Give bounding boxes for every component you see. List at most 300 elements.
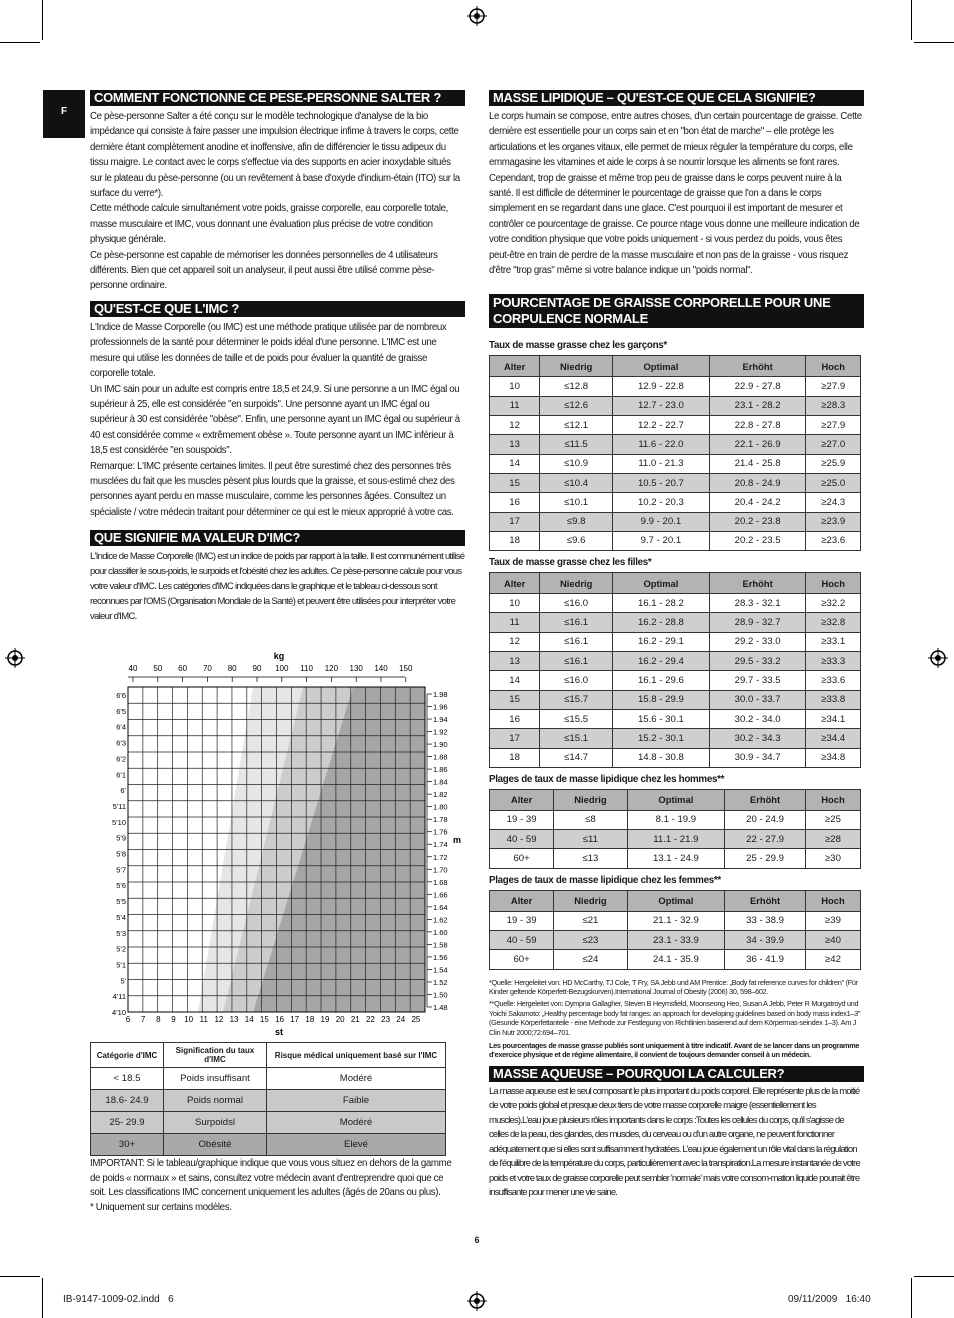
column-header: Alter [490, 789, 554, 810]
table-cell: 22 - 27.9 [725, 830, 806, 849]
table-row [490, 690, 861, 709]
table-cell: Modéré [267, 1112, 446, 1134]
tick-label: 5'6 [116, 881, 126, 891]
table-cell: 10 [490, 594, 540, 613]
section-body [90, 320, 465, 520]
section-body [489, 109, 864, 278]
table-cell: 20.2 - 23.5 [709, 531, 806, 550]
disclaimer: Les pourcentages de masse grasse publiés sont uniquement à titre indicatif. Avant de se lancer dans un programme d'exercice physique et de régime alimentaire, il convient de toujours demander conseil à un médecin. [489, 1041, 860, 1060]
table-cell: 29.7 - 33.5 [709, 671, 806, 690]
tick-label: 7 [140, 1015, 146, 1024]
tick-label: 4'11 [112, 992, 126, 1002]
tick-label: 40 [128, 664, 138, 673]
table-cell: 11 [490, 613, 540, 632]
table-row [490, 830, 861, 849]
table-cell: 16.2 - 29.4 [613, 652, 710, 671]
tick-label: 20 [335, 1015, 345, 1024]
tick-label: 5'3 [116, 928, 126, 938]
table-cell: ≥24.3 [806, 493, 861, 512]
tick-label: 1.70 [433, 865, 448, 875]
women-table [489, 890, 861, 970]
tick-label: 1.90 [433, 740, 448, 750]
table-row [490, 435, 861, 454]
table-cell: ≥28.3 [806, 396, 861, 415]
table-cell: ≥23.6 [806, 531, 861, 550]
axis-title: st [274, 1027, 284, 1037]
table-cell: ≥39 [805, 911, 860, 930]
table-cell: 12.2 - 22.7 [613, 416, 710, 435]
tick-label: 24 [396, 1015, 406, 1024]
table-cell: Modéré [267, 1068, 446, 1090]
tick-label: 18 [305, 1015, 315, 1024]
table-cell: 11.0 - 21.3 [613, 454, 710, 473]
registration-mark-icon [467, 6, 487, 26]
table-cell: ≤21 [554, 911, 627, 930]
table-cell: 9.9 - 20.1 [613, 512, 710, 531]
tick-label: 6'4 [116, 722, 126, 732]
table-cell: 9.7 - 20.1 [613, 531, 710, 550]
section-title: POURCENTAGE DE GRAISSE CORPORELLE POUR UNE CORPULENCE NORMALE [489, 294, 864, 328]
table-cell: 18 [490, 531, 540, 550]
table-cell: ≤15.7 [540, 690, 613, 709]
table-row [490, 931, 861, 950]
tick-label: 5'5 [116, 897, 126, 907]
table-cell: ≥23.9 [806, 512, 861, 531]
column-header: Niedrig [540, 573, 613, 594]
table-cell: ≤16.0 [540, 594, 613, 613]
table-cell: 24.1 - 35.9 [627, 950, 725, 969]
table-row [91, 1090, 446, 1112]
table-cell: ≤15.1 [540, 729, 613, 748]
table-cell: 20.8 - 24.9 [709, 473, 806, 492]
tick-label: 50 [153, 664, 163, 673]
paragraph: IMPORTANT: Si le tableau/graphique indique que vous vous situez en dehors de la gamme de poids « normaux » et sains, consultez votre médecin avant d'entreprendre quoi que ce soit. Les classifications IMC concernent uniquement les adultes (âgés de 20ans ou plus). [90, 1158, 452, 1199]
table-row [490, 849, 861, 868]
tick-label: 90 [252, 664, 262, 673]
column-header: Hoch [806, 573, 861, 594]
boys-table [489, 355, 861, 551]
tick-label: 17 [290, 1015, 300, 1024]
table-cell: 20 - 24.9 [725, 810, 806, 829]
section-body [90, 549, 465, 624]
table-row [91, 1134, 446, 1156]
table-cell: 12.7 - 23.0 [613, 396, 710, 415]
tick-label: 1.64 [433, 902, 448, 912]
table-cell: ≥25.0 [806, 473, 861, 492]
table-cell: 16.2 - 28.8 [613, 613, 710, 632]
left-column [90, 90, 465, 624]
page-number: 6 [474, 1235, 480, 1245]
table-cell: ≤16.1 [540, 613, 613, 632]
table-cell: 16.1 - 28.2 [613, 594, 710, 613]
table-cell: ≥32.8 [806, 613, 861, 632]
column-header: Alter [490, 890, 554, 911]
table-row [490, 594, 861, 613]
table-cell: Faible [267, 1090, 446, 1112]
column-header: Optimal [627, 789, 725, 810]
table-cell: 28.9 - 32.7 [709, 613, 806, 632]
table-cell: 15 [490, 473, 540, 492]
table-cell: ≤24 [554, 950, 627, 969]
tick-label: 1.80 [433, 802, 448, 812]
men-table [489, 789, 861, 869]
tick-label: 1.88 [433, 752, 448, 762]
table-row [490, 748, 861, 767]
source-note: *Quelle: Hergeleitet von: HD McCarthy, TJ Cole, T Fry, SA Jebb und AM Prentice: „Body fat reference curves for children" (Für Kinder geltende Körperfett-Bezugskurven).International Journal of Obesity (2006) 30, 598–602. [489, 977, 858, 996]
section-title: MASSE LIPIDIQUE – QU'EST-CE QUE CELA SIGNIFIE? [489, 90, 864, 106]
tick-label: 1.96 [433, 702, 448, 712]
crop-mark [914, 1276, 954, 1277]
table-row [490, 416, 861, 435]
table-cell: 30.2 - 34.3 [709, 729, 806, 748]
table-cell: ≥42 [805, 950, 860, 969]
source-note: **Quelle: Hergeleitet von: Dympna Gallagher, Steven B Heymsfield, Moonseong Heo, Susan A Jebb, Peter R Murgatroyd und Yoichi Sakamoto: „Healthy percentage body fat ranges: an approach for developing guidelines based on body mass index1–3" (Gesunde Körperfettanteile - eine Methode zur Festlegung von Richtlinien basierend auf dem Körpermas-seindex 1–3). Am J Clin Nutr 2000;72:694–701. [489, 999, 861, 1037]
column-header: Hoch [805, 890, 860, 911]
table-cell: ≥33.8 [806, 690, 861, 709]
column-header: Erhöht [709, 356, 806, 377]
paragraph: Remarque: L'IMC présente certaines limites. Il peut être surestimé chez des personnes très musclées du fait que les muscles pèsent plus lourds que la graisse, et sous-estimé chez des personnes ayant perdu en masse musculaire, comme les personnes âgées. Consultez un spécialiste / votre médecin traitant pour déterminer ce qui est le mieux approprié à votre cas. [90, 460, 455, 518]
table-cell: Surpoidsl [164, 1112, 267, 1134]
tick-label: 1.52 [433, 977, 448, 987]
column-header: Alter [490, 356, 540, 377]
crop-mark [42, 0, 43, 40]
paragraph: Ce pèse-personne est capable de mémoriser les données personnelles de 4 utilisateurs différents. Bien que cet appareil soit un analyseur, il peut aussi être utilisé comme pèse-personne ordinaire. [90, 249, 438, 292]
table-caption: Plages de taux de masse lipidique chez les femmes** [489, 874, 721, 886]
paragraph: La masse aqueuse est le seul composant le plus important du poids corporel. Elle représente plus de la moitié de votre poids global et presque deux tiers de votre masse corporelle maigre (essentiellement les muscles).L'eau joue plusieurs rôles importants dans le corps :Toutes les cellules du corps, qu'il s'agisse de celles de la peau, des glandes, des muscles, du cerveau ou d'un autre organe, ne peuvent fonctionner adéquatement que si elles sont suffisamment hydratées. L'eau joue également un rôle vital dans la régulation de l'équilibre de la température du corps, particulièrement avec la transpiration.La mesure instantanée de votre poids et votre taux de graisse corporelle peut sembler 'normale' mais votre consom-mation liquide pourrait être insuffisante pour mener une vie saine. [489, 1085, 860, 1199]
right-column [489, 90, 864, 1201]
bmi-table [90, 1042, 446, 1156]
table-cell: ≥27.9 [806, 416, 861, 435]
registration-mark-icon [5, 648, 25, 668]
table-cell: ≥33.3 [806, 652, 861, 671]
table-cell: ≤10.9 [540, 454, 613, 473]
table-cell: 25 - 29.9 [725, 849, 806, 868]
table-cell: 20.2 - 23.8 [709, 512, 806, 531]
source-notes [489, 978, 864, 1060]
tick-label: 6'5 [116, 706, 126, 716]
tick-label: 8 [156, 1015, 161, 1024]
tick-label: 5'1 [116, 960, 126, 970]
tick-label: 6'1 [116, 770, 126, 780]
table-cell: 11 [490, 396, 540, 415]
tick-label: 6'3 [116, 738, 126, 748]
table-cell: 11.6 - 22.0 [613, 435, 710, 454]
table-row [490, 950, 861, 969]
tick-label: 23 [381, 1015, 391, 1024]
table-cell: ≥34.1 [806, 709, 861, 728]
table-cell: 17 [490, 729, 540, 748]
table-row [490, 493, 861, 512]
axis-title: m [453, 835, 462, 845]
crop-mark [914, 42, 954, 43]
tick-label: 5'10 [112, 817, 126, 827]
table-cell: ≥30 [805, 849, 860, 868]
table-cell: ≤9.6 [540, 531, 613, 550]
table-cell: ≤10.4 [540, 473, 613, 492]
tick-label: 120 [324, 664, 339, 673]
table-cell: 16.2 - 29.1 [613, 632, 710, 651]
tick-label: 1.66 [433, 890, 448, 900]
tick-label: 100 [275, 664, 289, 673]
tick-label: 5'4 [116, 912, 126, 922]
tick-label: 1.56 [433, 952, 448, 962]
table-cell: ≤16.1 [540, 652, 613, 671]
table-cell: 25- 29.9 [91, 1112, 164, 1134]
tick-label: 110 [300, 664, 313, 673]
table-cell: 22.9 - 27.8 [709, 377, 806, 396]
paragraph: Le corps humain se compose, entre autres choses, d'un certain pourcentage de graisse. Cette dernière est essentielle pour un corps sain et en "bon état de marche" – elle protège les articulations et les organes vitaux, elle permet de mieux réguler la température du corps, elle emmagasine les vitamines et aide le corps à se nourrir lorsque les aliments se font rares. Cependant, trop de graisse et même trop peu de graisse dans le corps peuvent nuire à la santé. Il est difficile de déterminer le pourcentage de graisse que l'on a dans le corps simplement en se regardant dans une glace. C'est pourquoi il est important de mesurer et contrôler ce pourcentage de graisse. Ce pource ntage vous donne une meilleure indication de votre condition physique que votre poids uniquement - si vous perdez du poids, vous êtes peut-être en train de perdre de la masse musculaire et non pas de la graisse - vous risquez d'être "trop gras" même si votre balance indique un "poids normal". [489, 111, 862, 277]
tick-label: 6 [125, 1015, 131, 1024]
table-cell: ≥33.6 [806, 671, 861, 690]
tick-label: 1.68 [433, 877, 448, 887]
tick-label: 6'2 [116, 754, 126, 764]
tick-label: 15 [259, 1015, 269, 1024]
column-header: Optimal [613, 356, 710, 377]
tick-label: 1.48 [433, 1003, 448, 1012]
table-cell: 30.9 - 34.7 [709, 748, 806, 767]
column-header: Erhöht [709, 573, 806, 594]
table-row [91, 1068, 446, 1090]
table-cell: 40 - 59 [490, 830, 554, 849]
table-cell: 22.1 - 26.9 [709, 435, 806, 454]
table-cell: 29.5 - 33.2 [709, 652, 806, 671]
footer-filename: IB-9147-1009-02.indd 6 [63, 1294, 174, 1305]
column-header: Signification du taux d'IMC [164, 1043, 267, 1068]
section-title: QU'EST-CE QUE L'IMC ? [90, 301, 465, 317]
table-cell: ≤23 [554, 931, 627, 950]
tick-label: 1.76 [433, 827, 448, 837]
table-cell: 40 - 59 [490, 931, 554, 950]
footer-datetime: 09/11/2009 16:40 [788, 1294, 871, 1305]
table-cell: 21.4 - 25.8 [709, 454, 806, 473]
table-cell: 18.6- 24.9 [91, 1090, 164, 1112]
tick-label: 1.72 [433, 852, 448, 862]
table-cell: 16 [490, 709, 540, 728]
section-title: QUE SIGNIFIE MA VALEUR D'IMC? [90, 530, 465, 546]
table-cell: 13 [490, 435, 540, 454]
table-row [490, 613, 861, 632]
paragraph: L'Indice de Masse Corporelle (IMC) est un indice de poids par rapport à la taille. Il est communément utilisé pour classifier le sous-poids, le surpoids et l'obésité chez les adultes. Ce pèse-personne calcule pour vous votre valeur d'IMC. Les catégories d'IMC indiquées dans le graphique et le tableau ci-dessous sont reconnues par l'OMS (Organisation Mondiale de la Santé) et peuvent être utilisées pour interpréter votre valeur d'IMC. [90, 551, 465, 623]
table-cell: 10 [490, 377, 540, 396]
table-cell: 18 [490, 748, 540, 767]
column-header: Niedrig [540, 356, 613, 377]
table-cell: 13 [490, 652, 540, 671]
table-cell: ≤16.0 [540, 671, 613, 690]
table-cell: 15.2 - 30.1 [613, 729, 710, 748]
table-cell: ≥27.9 [806, 377, 861, 396]
tick-label: 5'2 [116, 944, 126, 954]
tick-label: 21 [350, 1015, 360, 1024]
table-cell: 15 [490, 690, 540, 709]
column-header: Alter [490, 573, 540, 594]
tick-label: 1.92 [433, 727, 448, 737]
table-row [490, 632, 861, 651]
table-cell: 23.1 - 33.9 [627, 931, 725, 950]
paragraph: L'Indice de Masse Corporelle (ou IMC) est une méthode pratique utilisée par de nombreux professionnels de la santé pour déterminer le poids idéal d'une personne. L'IMC est une mesure qui utilise les données de taille et de poids pour évaluer la quantité de graisse corporelle totale. [90, 321, 447, 380]
crop-mark [911, 0, 912, 40]
table-cell: 12 [490, 416, 540, 435]
table-cell: Poids insuffisant [164, 1068, 267, 1090]
table-cell: ≥33.1 [806, 632, 861, 651]
table-cell: 30+ [91, 1134, 164, 1156]
table-cell: ≤14.7 [540, 748, 613, 767]
table-row [490, 512, 861, 531]
table-cell: 34 - 39.9 [725, 931, 806, 950]
tick-label: 16 [275, 1015, 284, 1024]
table-cell: 14 [490, 454, 540, 473]
crop-mark [0, 1276, 40, 1277]
tick-label: 1.78 [433, 815, 448, 825]
tick-label: 5'9 [116, 833, 126, 843]
tick-label: 1.94 [433, 715, 448, 725]
table-cell: ≤15.5 [540, 709, 613, 728]
column-header: Optimal [613, 573, 710, 594]
tick-label: 4'10 [112, 1008, 126, 1017]
column-header: Niedrig [554, 890, 627, 911]
table-row [91, 1112, 446, 1134]
tick-label: 12 [214, 1015, 224, 1024]
table-row [490, 671, 861, 690]
tick-label: 1.54 [433, 965, 448, 975]
table-row [490, 810, 861, 829]
table-cell: ≤11 [554, 830, 627, 849]
table-cell: ≤10.1 [540, 493, 613, 512]
table-cell: ≥25.9 [806, 454, 861, 473]
table-cell: 12.9 - 22.8 [613, 377, 710, 396]
table-cell: ≥40 [805, 931, 860, 950]
tick-label: 1.74 [433, 840, 448, 850]
tick-label: 130 [349, 664, 363, 673]
tick-label: 22 [365, 1015, 375, 1024]
crop-mark [911, 1278, 912, 1318]
table-cell: 15.8 - 29.9 [613, 690, 710, 709]
tick-label: 1.86 [433, 765, 448, 775]
tick-label: 10 [184, 1015, 194, 1024]
tick-label: 25 [411, 1015, 421, 1024]
crop-mark [42, 1278, 43, 1318]
tick-label: 14 [244, 1015, 254, 1024]
tick-label: 5'7 [116, 865, 126, 875]
table-cell: ≤16.1 [540, 632, 613, 651]
table-row [490, 911, 861, 930]
footnote: * Uniquement sur certains modèles. [90, 1201, 232, 1213]
tick-label: 60 [178, 664, 188, 673]
registration-mark-icon [928, 648, 948, 668]
table-cell: 14.8 - 30.8 [613, 748, 710, 767]
table-cell: ≥27.0 [806, 435, 861, 454]
tick-label: 1.50 [433, 990, 448, 1000]
girls-table [489, 572, 861, 768]
table-cell: 33 - 38.9 [725, 911, 806, 930]
table-row [490, 729, 861, 748]
table-cell: 16 [490, 493, 540, 512]
table-cell: 20.4 - 24.2 [709, 493, 806, 512]
table-cell: ≤12.1 [540, 416, 613, 435]
table-row [490, 531, 861, 550]
tick-label: 5'11 [112, 801, 126, 811]
tick-label: 6'6 [116, 691, 126, 700]
table-row [490, 709, 861, 728]
table-cell: Obésité [164, 1134, 267, 1156]
table-cell: ≤13 [554, 849, 627, 868]
important-note [90, 1157, 460, 1215]
table-cell: 11.1 - 21.9 [627, 830, 725, 849]
table-row [490, 473, 861, 492]
table-caption: Plages de taux de masse lipidique chez les hommes** [489, 773, 725, 785]
table-cell: 30.2 - 34.0 [709, 709, 806, 728]
table-cell: 12 [490, 632, 540, 651]
table-row [490, 652, 861, 671]
tick-label: 11 [199, 1015, 208, 1024]
table-cell: 16.1 - 29.6 [613, 671, 710, 690]
section-body [489, 1085, 864, 1201]
tick-label: 80 [227, 664, 237, 673]
tick-label: 9 [171, 1015, 176, 1024]
column-header: Erhöht [725, 890, 806, 911]
tick-label: 5' [120, 976, 126, 986]
language-tab: F [43, 90, 85, 138]
tick-label: 1.84 [433, 777, 448, 787]
tick-label: 70 [202, 664, 212, 673]
table-cell: 13.1 - 24.9 [627, 849, 725, 868]
bmi-chart [100, 645, 470, 1040]
table-cell: ≤8 [554, 810, 627, 829]
table-cell: 8.1 - 19.9 [627, 810, 725, 829]
table-cell: 36 - 41.9 [725, 950, 806, 969]
tick-label: 13 [229, 1015, 239, 1024]
tick-label: 19 [320, 1015, 330, 1024]
tick-label: 1.82 [433, 790, 448, 800]
column-header: Erhöht [725, 789, 806, 810]
tick-label: 150 [399, 664, 413, 673]
table-row [490, 396, 861, 415]
table-cell: ≤9.8 [540, 512, 613, 531]
table-cell: ≥34.8 [806, 748, 861, 767]
column-header: Niedrig [554, 789, 627, 810]
tick-label: 1.58 [433, 940, 448, 950]
table-cell: ≥34.4 [806, 729, 861, 748]
table-cell: 19 - 39 [490, 911, 554, 930]
crop-mark [0, 42, 40, 43]
table-caption: Taux de masse grasse chez les filles* [489, 557, 652, 569]
table-cell: ≤11.5 [540, 435, 613, 454]
table-cell: ≥32.2 [806, 594, 861, 613]
table-cell: 21.1 - 32.9 [627, 911, 725, 930]
column-header: Catégorie d'IMC [91, 1043, 164, 1068]
table-row [490, 454, 861, 473]
section-title: COMMENT FONCTIONNE CE PESE-PERSONNE SALTER ? [90, 90, 465, 106]
tick-label: 6' [120, 786, 126, 796]
table-row [490, 377, 861, 396]
tick-label: 140 [374, 664, 388, 673]
paragraph: Cette méthode calcule simultanément votre poids, graisse corporelle, eau corporelle totale, masse musculaire et IMC, vous donnant une évaluation plus précise de votre condition physique générale. [90, 203, 449, 246]
table-cell: 15.6 - 30.1 [613, 709, 710, 728]
table-cell: 10.2 - 20.3 [613, 493, 710, 512]
registration-mark-icon [467, 1291, 487, 1311]
table-caption: Taux de masse grasse chez les garçons* [489, 340, 667, 352]
table-cell: ≤12.8 [540, 377, 613, 396]
table-cell: Poids normal [164, 1090, 267, 1112]
section-body [90, 109, 465, 294]
table-cell: 19 - 39 [490, 810, 554, 829]
table-cell: 22.8 - 27.8 [709, 416, 806, 435]
paragraph: Un IMC sain pour un adulte est compris entre 18,5 et 24,9. Si une personne a un IMC égal ou supérieur à 25, elle est considérée "en surpoids". Une personne ayant un IMC égal ou supérieur à 30 est considérée "obèse". Enfin, une personne ayant un IMC égal ou supérieur à 40 est considérée comme « extrêmement obèse ». Toute personne ayant un IMC inférieur à 18,5 est considérée "en souspoids". [90, 383, 460, 457]
paragraph: Ce pèse-personne Salter a été conçu sur le modèle technologique d'analyse de la bio impédance qui consiste à faire passer une impulsion électrique infime à travers le corps, cette dernière étant complètement anodine et inoffensive, afin de différencier le tissu adipeux du tissu maigre. Le contact avec le corps s'effectue via des supports en acier inoxydable situés sur le plateau du pèse-personne (ou un revêtement à base d'oxyde d'indium-étain (ITO) sur la surface du verre*). [90, 111, 460, 200]
table-cell: 23.1 - 28.2 [709, 396, 806, 415]
table-cell: ≥25 [805, 810, 860, 829]
table-cell: ≤12.6 [540, 396, 613, 415]
axis-title: kg [273, 651, 285, 661]
